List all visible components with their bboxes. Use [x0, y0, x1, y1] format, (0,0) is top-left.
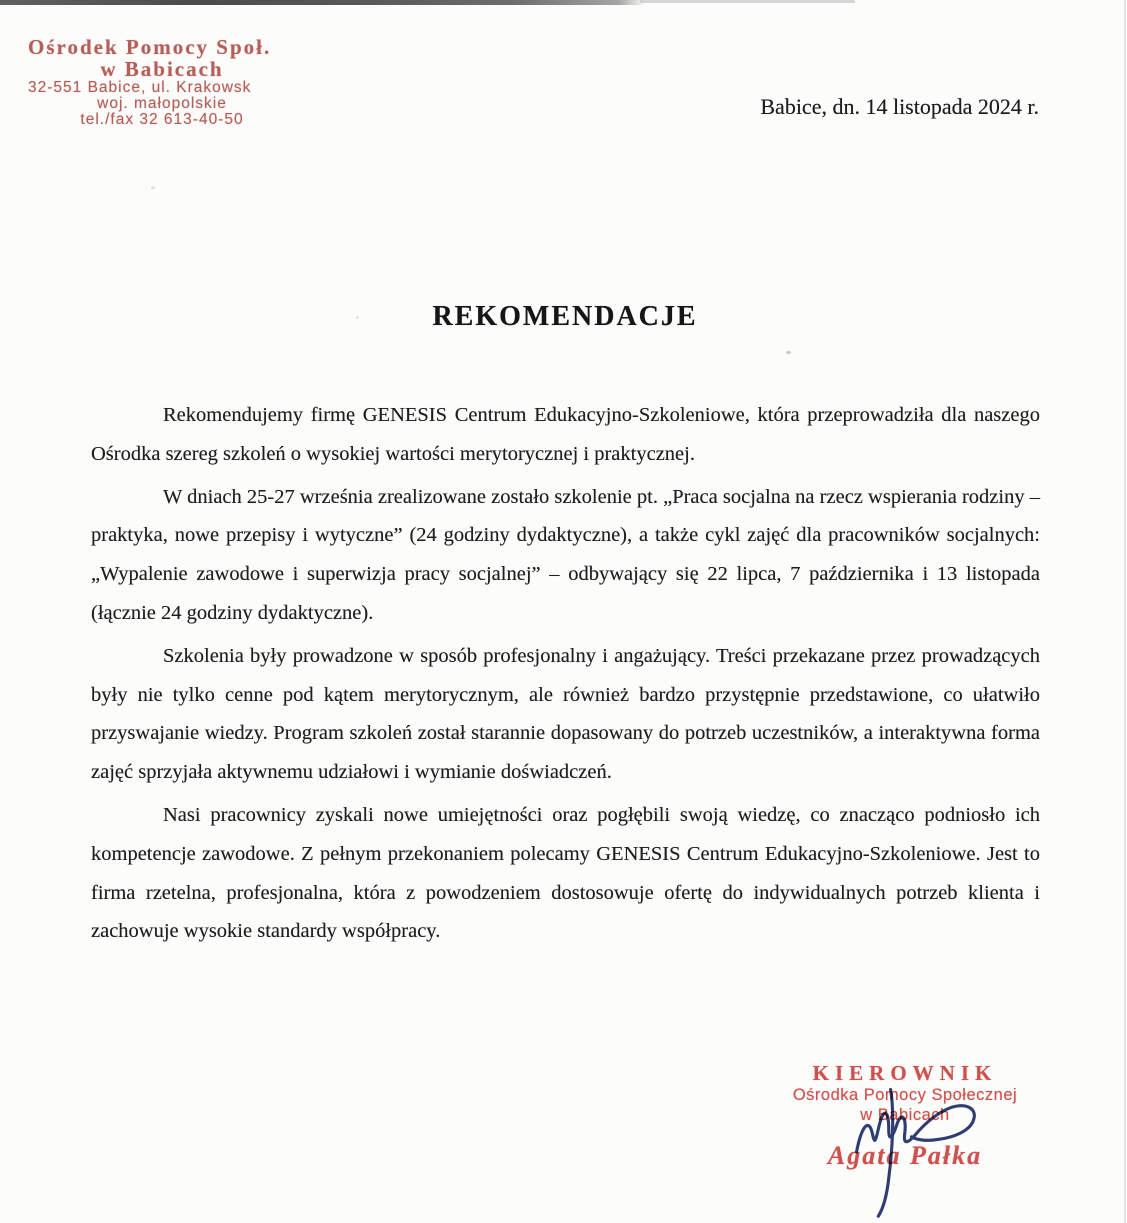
stamp-line-org-name: Ośrodek Pomocy Społ. [28, 35, 272, 59]
signature-role: KIEROWNIK [812, 1061, 998, 1085]
letter-body [91, 396, 1040, 955]
scan-artifact-right-edge-line [1124, 0, 1126, 1223]
org-header-stamp [28, 36, 296, 128]
stamp-line-phone: tel./fax 32 613-40-50 [80, 111, 244, 128]
body-paragraph-3: Szkolenia były prowadzone w sposób profesjonalny i angażujący. Treści przekazane przez prowadzących były nie tylko cenne pod kątem merytorycznym, ale również bardzo przystępnie przedstawione, co ułatwiło przyswajanie wiedzy. Program szkoleń został starannie dopasowany do potrzeb uczestników, a interaktywna forma zajęć sprzyjała aktywnemu udziałowi i wymianie doświadczeń. [91, 644, 1040, 784]
scan-artifact-top-bar [0, 0, 645, 5]
handwritten-signature-ink [843, 1080, 995, 1220]
signature-org-line1: Ośrodka Pomocy Społecznej [792, 1086, 1018, 1104]
body-paragraph-1: Rekomendujemy firmę GENESIS Centrum Edukacyjno-Szkoleniowe, która przeprowadziła dla naszego Ośrodka szereg szkoleń o wysokiej wartości merytorycznej i praktycznej. [91, 404, 1040, 465]
stamp-line-province: woj. małopolskie [97, 95, 227, 112]
signature-org-line2: w Babicach [860, 1106, 950, 1124]
scan-artifact-top-bar-faint [640, 0, 855, 3]
scan-speck [786, 351, 791, 354]
signature-name: Agata Pałka [827, 1141, 983, 1170]
document-date: Babice, dn. 14 listopada 2024 r. [760, 94, 1039, 119]
body-paragraph-4: Nasi pracownicy zyskali nowe umiejętności oraz pogłębili swoją wiedzę, co znacząco podniosło ich kompetencje zawodowe. Z pełnym przekonaniem polecamy GENESIS Centrum Edukacyjno-Szkoleniowe. Jest to firma rzetelna, profesjonalna, która z powodzeniem dostosowuje ofertę do indywidualnych potrzeb klienta i zachowuje wysokie standardy współpracy. [91, 803, 1040, 943]
stamp-line-locality: w Babicach [100, 57, 224, 81]
scan-speck [151, 186, 155, 189]
body-paragraph-2: W dniach 25-27 września zrealizowane zostało szkolenie pt. „Praca socjalna na rzecz wspierania rodziny – praktyka, nowe przepisy i wytyczne” (24 godziny dydaktyczne), a także cykl zajęć dla pracowników socjalnych: „Wypalenie zawodowe i superwizja pracy socjalnej” – odbywający się 22 lipca, 7 października i 13 listopada (łącznie 24 godziny dydaktyczne). [91, 485, 1040, 624]
document-title: REKOMENDACJE [432, 301, 698, 332]
stamp-line-address: 32-551 Babice, ul. Krakowsk [28, 79, 252, 96]
